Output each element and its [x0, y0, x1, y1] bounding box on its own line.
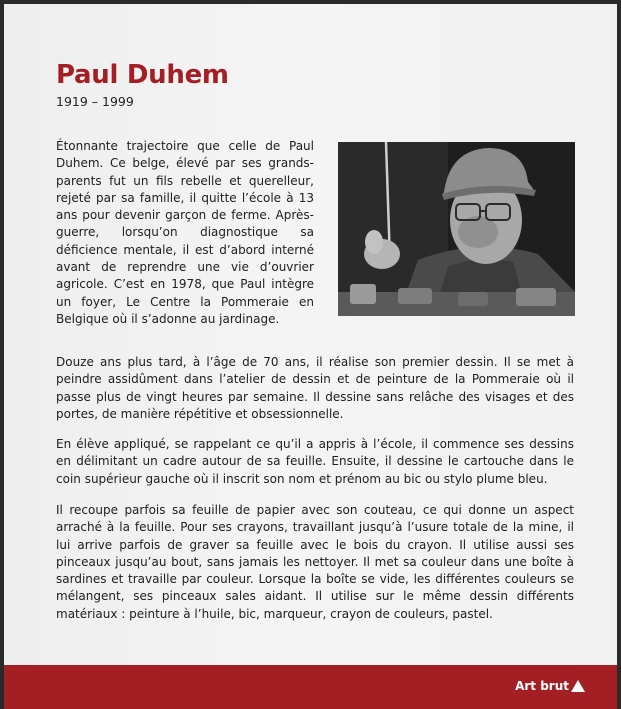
artist-dates: 1919 – 1999	[56, 94, 134, 109]
body-paragraph: Il recoupe parfois sa feuille de papier avec son couteau, ce qui donne un aspect arraché à la feuille. Pour ses crayons, travaillant jusqu’à l’usure totale de la mine, il lui arrive parfois de graver sa feuille avec le bois du crayon. Il utilise aussi ses pinceaux jusqu’au bout, sans jamais les nettoyer. Il met sa couleur dans une boîte à sardines et travaille par couleur. Lorsque la boîte se vide, les différentes couleurs se mélangent, ses pinceaux sales aidant. Il utilise sur le même dessin différents matériaux : peinture à l’huile, bic, marqueur, crayon de couleurs, pastel.	[56, 503, 574, 621]
artist-name: Paul Duhem	[56, 60, 229, 90]
body-paragraph: En élève appliqué, se rappelant ce qu’il a appris à l’école, il commence ses dessins en délimitant un cadre autour de sa feuille. Ensuite, il dessine le cartouche dans le coin supérieur gauche où il inscrit son nom et prénom au bic ou stylo plume bleu.	[56, 437, 574, 486]
exhibit-panel	[4, 4, 617, 709]
footer-label: Art brut	[515, 679, 569, 693]
footer-bar	[4, 665, 617, 709]
artist-photo-illustration	[338, 142, 575, 316]
body-paragraph: Douze ans plus tard, à l’âge de 70 ans, il réalise son premier dessin. Il se met à peindre assidûment dans l’atelier de dessin et de peinture de la Pommeraie où il passe plus de vingt heures par semaine. Il dessine sans relâche des visages et des portes, de manière répétitive et obsessionnelle.	[56, 355, 574, 421]
triangle-icon	[571, 680, 585, 692]
artist-photo	[338, 142, 575, 316]
intro-paragraph: Étonnante trajectoire que celle de Paul Duhem. Ce belge, élevé par ses grands-parents fut un fils rebelle et querelleur, rejeté par sa famille, il quitte l’école à 13 ans pour devenir garçon de ferme. Après-guerre, lorsqu’on diagnostique sa déficience mentale, il est d’abord interné avant de reprendre une vie d’ouvrier agricole. C’est en 1978, que Paul intègre un foyer, Le Centre la Pommeraie en Belgique où il s’adonne au jardinage.	[56, 139, 314, 326]
